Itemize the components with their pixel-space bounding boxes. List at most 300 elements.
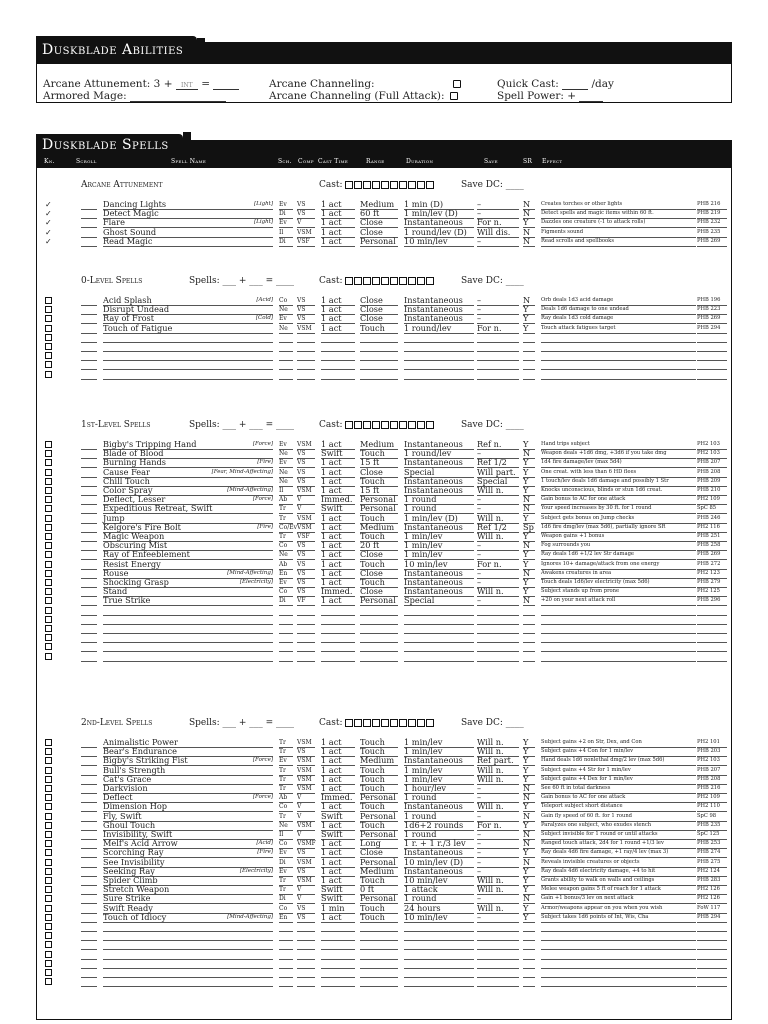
spell-cell-5: Touch (360, 324, 398, 334)
spell-cell-8: Y (523, 560, 535, 570)
spell-cell-3: VS (297, 569, 315, 579)
spell-cell-0: Ray of Frost (103, 314, 273, 324)
spell-cell-0: Stretch Weapon (103, 885, 273, 895)
spell-cell-4: 1 act (321, 237, 355, 247)
arcane-channeling-checkbox[interactable] (453, 80, 461, 88)
arcane-channeling-full-checkbox[interactable] (450, 92, 458, 100)
spell-cell-8: Y (523, 913, 535, 923)
spell-cell-3: VSM (297, 821, 315, 831)
spell-descriptor: [Fear, Mind-Affecting] (211, 468, 273, 475)
spell-cell-9: Ray deals 4d6 fire damage, +1 ray/4 lev (max 3) (541, 848, 696, 858)
spell-cell-8: N (523, 504, 535, 514)
spell-cell-10: PHB 208 (697, 468, 727, 478)
known-checkbox[interactable] (45, 325, 52, 332)
spell-cell-3: V (297, 495, 315, 505)
spell-cell-9: Ranged touch attack, 2d4 for 1 round +1/3 lev (541, 839, 696, 849)
spell-cell-9: 1d6 fire dmg/lev (max 5d6), partially ignore SR (541, 523, 696, 533)
cast-tracker[interactable]: Cast: (319, 420, 435, 430)
known-checkbox[interactable] (45, 616, 52, 623)
known-checkbox[interactable] (45, 643, 52, 650)
known-checkbox[interactable] (45, 343, 52, 350)
known-checkbox[interactable] (45, 803, 52, 810)
spell-cell-2: Ne (279, 477, 293, 487)
known-checkbox[interactable] (45, 588, 52, 595)
spell-cell-5: 15 ft (360, 458, 398, 468)
spells-per-day[interactable]: Spells: ___ + ___ = ____ (189, 718, 295, 728)
spell-cell-0: Fly, Swift (103, 812, 273, 822)
spell-cell-2: Ne (279, 324, 293, 334)
spell-cell-2: Tr (279, 784, 293, 794)
spells-per-day[interactable]: Spells: ___ + ___ = ____ (189, 420, 295, 430)
spell-cell-4: 1 act (321, 514, 355, 524)
spell-cell-10: PHB 196 (697, 296, 727, 306)
spell-cell-7: Will n. (477, 885, 519, 895)
spell-cell-6: 10 min/lev (404, 237, 474, 247)
known-checkbox[interactable] (45, 978, 52, 985)
spell-cell-8: Y (523, 802, 535, 812)
spell-cell-5: Medium (360, 867, 398, 877)
spell-cell-4: 1 act (321, 766, 355, 776)
spell-cell-10: PHB 208 (697, 775, 727, 785)
spell-cell-5: Long (360, 839, 398, 849)
cast-tracker[interactable]: Cast: (319, 180, 435, 190)
spell-cell-3: VSM (297, 738, 315, 748)
save-dc-field[interactable]: Save DC: ____ (461, 718, 524, 728)
spell-cell-8: Y (523, 766, 535, 776)
known-checkbox[interactable] (45, 951, 52, 958)
spell-cell-8: Y (523, 514, 535, 524)
known-checkbox[interactable] (45, 625, 52, 632)
spell-cell-9: Subject gains +4 Str for 1 min/lev (541, 766, 696, 776)
spell-descriptor: [Mind-Affecting] (227, 569, 273, 576)
spell-cell-5: 20 ft (360, 541, 398, 551)
known-checkbox[interactable] (45, 505, 52, 512)
spell-cell-5: Close (360, 228, 398, 238)
spell-row (37, 642, 733, 651)
spell-cell-10: PH2 103 (697, 756, 727, 766)
known-checkbox[interactable] (45, 634, 52, 641)
spell-cell-3: V (297, 894, 315, 904)
spell-cell-9 (541, 977, 696, 987)
abilities-panel (36, 64, 732, 103)
spell-cell-6: 10 min/lev (404, 913, 474, 923)
known-checkbox[interactable] (45, 352, 52, 359)
armored-mage-input[interactable] (130, 101, 226, 102)
spell-cell-7: – (477, 913, 519, 923)
spell-cell-4: 1 act (321, 468, 355, 478)
spell-cell-3: V (297, 504, 315, 514)
spell-row (37, 333, 733, 342)
spell-cell-7: – (477, 578, 519, 588)
spell-cell-0: Chill Touch (103, 477, 273, 487)
spell-row (37, 560, 733, 569)
known-checkbox[interactable] (45, 757, 52, 764)
known-check-icon: ✓ (45, 227, 52, 237)
spell-cell-5: Medium (360, 523, 398, 533)
spell-cell-10 (697, 652, 727, 662)
spell-cell-10: PHB 235 (697, 821, 727, 831)
spell-cell-5: Touch (360, 532, 398, 542)
known-checkbox[interactable] (45, 496, 52, 503)
spell-power-input[interactable] (579, 101, 603, 102)
spell-cell-4: 1 act (321, 550, 355, 560)
spell-cell-8: Y (523, 468, 535, 478)
spell-cell-9: Awakens creatures in area (541, 569, 696, 579)
known-checkbox[interactable] (45, 597, 52, 604)
known-checkbox[interactable] (45, 822, 52, 829)
spell-cell-10: PH2 125 (697, 587, 727, 597)
spell-cell-7: – (477, 839, 519, 849)
spell-row (37, 360, 733, 369)
column-header-3: Sch. (278, 158, 292, 165)
abilities-header-bar (36, 42, 732, 64)
spell-cell-5: Touch (360, 821, 398, 831)
spell-cell-10: PH2 103 (697, 440, 727, 450)
known-checkbox[interactable] (45, 524, 52, 531)
spell-cell-6: 1 round (404, 495, 474, 505)
spell-cell-9: Your speed increases by 30 ft. for 1 round (541, 504, 696, 514)
spell-cell-6 (404, 977, 474, 987)
spell-cell-8: N (523, 596, 535, 606)
scroll-count-input[interactable] (81, 977, 97, 987)
spell-cell-4: 1 act (321, 305, 355, 315)
spell-cell-5 (360, 977, 398, 987)
spell-cell-5: Touch (360, 775, 398, 785)
spell-cell-6: Instantaneous (404, 314, 474, 324)
known-checkbox[interactable] (45, 334, 52, 341)
spell-cell-3: VS (297, 296, 315, 306)
spell-cell-7: – (477, 541, 519, 551)
known-checkbox[interactable] (45, 371, 52, 378)
spell-cell-2: Co (279, 839, 293, 849)
spell-cell-0: Flare (103, 218, 273, 228)
spell-cell-7: Will dis. (477, 228, 519, 238)
spell-row (37, 931, 733, 940)
spell-cell-5: 60 ft (360, 209, 398, 219)
known-checkbox[interactable] (45, 297, 52, 304)
spell-cell-0: Bigby's Striking Fist (103, 756, 273, 766)
known-checkbox[interactable] (45, 748, 52, 755)
known-checkbox[interactable] (45, 459, 52, 466)
spell-cell-9: Figments sound (541, 228, 696, 238)
spell-cell-10: PHB 209 (697, 477, 727, 487)
spell-cell-10: PH2 116 (697, 523, 727, 533)
spell-cell-5: Medium (360, 440, 398, 450)
spell-cell-4: 1 act (321, 821, 355, 831)
spell-cell-0: Invisibility, Swift (103, 830, 273, 840)
spell-cell-7: – (477, 200, 519, 210)
spell-cell-0: Animalistic Power (103, 738, 273, 748)
known-checkbox[interactable] (45, 840, 52, 847)
spell-descriptor: [Mind-Affecting] (227, 487, 273, 493)
spell-row (37, 652, 733, 661)
spell-cell-5: Close (360, 848, 398, 858)
spell-cell-2 (279, 370, 293, 380)
known-checkbox[interactable] (45, 478, 52, 485)
spell-cell-10: PHB 232 (697, 218, 727, 228)
spell-cell-0: Acid Splash (103, 296, 273, 306)
int-input[interactable]: INT (176, 82, 198, 90)
spell-cell-2: Ne (279, 821, 293, 831)
spell-cell-7: – (477, 848, 519, 858)
spell-power-field: Spell Power: + (497, 90, 603, 102)
known-checkbox[interactable] (45, 361, 52, 368)
spell-row (37, 342, 733, 351)
known-checkbox[interactable] (45, 960, 52, 967)
spell-cell-6: Instantaneous (404, 802, 474, 812)
spell-cell-9: Melee weapon gains 5 ft of reach for 1 attack (541, 885, 696, 895)
known-checkbox[interactable] (45, 849, 52, 856)
known-checkbox[interactable] (45, 561, 52, 568)
spell-cell-0: Detect Magic (103, 209, 273, 219)
known-checkbox[interactable] (45, 653, 52, 660)
spell-cell-10: PH2 123 (697, 569, 727, 579)
spell-cell-6: 1 round (404, 504, 474, 514)
known-checkbox[interactable] (45, 570, 52, 577)
spell-row (37, 578, 733, 587)
spell-descriptor: [Cold] (255, 315, 273, 322)
spell-cell-9: Creates torches or other lights (541, 200, 696, 210)
known-checkbox[interactable] (45, 515, 52, 522)
known-checkbox[interactable] (45, 551, 52, 558)
known-checkbox[interactable] (45, 469, 52, 476)
spell-cell-10: PHB 294 (697, 913, 727, 923)
cast-tracker[interactable]: Cast: (319, 718, 435, 728)
spell-cell-9: Subject invisible for 1 round or until attacks (541, 830, 696, 840)
known-checkbox[interactable] (45, 441, 52, 448)
known-checkbox[interactable] (45, 868, 52, 875)
spell-cell-2: Ev (279, 458, 293, 468)
spell-cell-7: – (477, 550, 519, 560)
known-checkbox[interactable] (45, 450, 52, 457)
spell-cell-3: VS (297, 560, 315, 570)
spell-group-title: Arcane Attunement (81, 180, 163, 190)
spell-cell-5: Personal (360, 596, 398, 606)
known-checkbox[interactable] (45, 813, 52, 820)
spell-cell-2: Di (279, 894, 293, 904)
spell-cell-6: 1 min (D) (404, 200, 474, 210)
spell-cell-8: Y (523, 876, 535, 886)
spell-cell-6: 1 round (404, 793, 474, 803)
spell-row (37, 913, 733, 922)
column-header-2: Spell Name (171, 158, 207, 165)
armored-mage-field: Armored Mage: (43, 90, 226, 102)
spell-cell-4: 1 act (321, 784, 355, 794)
spell-cell-10: PH2 109 (697, 495, 727, 505)
spells-per-day[interactable]: Spells: ___ + ___ = ____ (189, 276, 295, 286)
spell-cell-0 (103, 652, 273, 662)
known-checkbox[interactable] (45, 969, 52, 976)
known-checkbox[interactable] (45, 767, 52, 774)
spell-cell-6: Instantaneous (404, 587, 474, 597)
spell-cell-5: Touch (360, 578, 398, 588)
spell-cell-4: 1 act (321, 324, 355, 334)
spell-row (37, 922, 733, 931)
spell-cell-4: 1 act (321, 747, 355, 757)
spell-cell-0: Melf's Acid Arrow (103, 839, 273, 849)
spell-cell-2: Di (279, 596, 293, 606)
save-dc-field[interactable]: Save DC: ____ (461, 276, 524, 286)
spell-cell-3 (297, 652, 315, 662)
spell-cell-9: Ray deals 1d3 cold damage (541, 314, 696, 324)
spell-cell-6: Instantaneous (404, 848, 474, 858)
spell-cell-6: 1 round (404, 812, 474, 822)
spell-cell-0 (103, 977, 273, 987)
spell-cell-10: PH2 103 (697, 449, 727, 459)
spell-cell-4: Swift (321, 894, 355, 904)
known-checkbox[interactable] (45, 923, 52, 930)
spell-row (37, 324, 733, 333)
spell-row (37, 504, 733, 513)
spell-row (37, 351, 733, 360)
spell-cell-2: Tr (279, 514, 293, 524)
spell-cell-7: Will n. (477, 904, 519, 914)
spell-cell-5: Close (360, 218, 398, 228)
known-checkbox[interactable] (45, 886, 52, 893)
spell-cell-10: PHB 207 (697, 766, 727, 776)
known-checkbox[interactable] (45, 895, 52, 902)
spell-cell-6: 1 min/lev (404, 747, 474, 757)
scroll-count-input[interactable] (81, 370, 97, 380)
known-checkbox[interactable] (45, 831, 52, 838)
spell-cell-2: Co (279, 587, 293, 597)
spell-cell-4: 1 act (321, 296, 355, 306)
spell-cell-8: Y (523, 848, 535, 858)
known-checkbox[interactable] (45, 579, 52, 586)
spell-cell-7: Ref n. (477, 440, 519, 450)
spell-cell-6: 1 min/lev (404, 550, 474, 560)
spell-cell-7: Will n. (477, 802, 519, 812)
known-checkbox[interactable] (45, 859, 52, 866)
spell-cell-2: Tr (279, 532, 293, 542)
spell-cell-4: 1 act (321, 756, 355, 766)
spell-cell-0: Stand (103, 587, 273, 597)
spell-cell-5: Close (360, 314, 398, 324)
known-checkbox[interactable] (45, 487, 52, 494)
spell-cell-3: VSM (297, 440, 315, 450)
known-checkbox[interactable] (45, 941, 52, 948)
spell-cell-3: V (297, 885, 315, 895)
spell-cell-5: Touch (360, 876, 398, 886)
known-checkbox[interactable] (45, 794, 52, 801)
spell-cell-8: Y (523, 587, 535, 597)
known-checkbox[interactable] (45, 785, 52, 792)
known-checkbox[interactable] (45, 739, 52, 746)
known-checkbox[interactable] (45, 533, 52, 540)
spell-cell-6: 1 min/lev (404, 766, 474, 776)
known-checkbox[interactable] (45, 932, 52, 939)
spell-cell-10 (697, 370, 727, 380)
spell-cell-2: Ne (279, 449, 293, 459)
spell-cell-0: Scorching Ray (103, 848, 273, 858)
spell-cell-2: Ev (279, 867, 293, 877)
spell-cell-7: – (477, 314, 519, 324)
known-checkbox[interactable] (45, 542, 52, 549)
spell-cell-2: Ev (279, 440, 293, 450)
spell-cell-0: Sure Strike (103, 894, 273, 904)
spell-cell-10: PHB 294 (697, 324, 727, 334)
spell-descriptor: [Force] (252, 757, 273, 764)
cast-tracker[interactable]: Cast: (319, 276, 435, 286)
spell-cell-6: Instantaneous (404, 305, 474, 315)
known-checkbox[interactable] (45, 877, 52, 884)
spell-cell-5: Personal (360, 812, 398, 822)
spell-cell-10: PHB 275 (697, 858, 727, 868)
save-dc-field[interactable]: Save DC: ____ (461, 420, 524, 430)
quick-cast-field: Quick Cast: /day (497, 78, 614, 90)
spell-cell-6: 1 round/lev (D) (404, 228, 474, 238)
spell-cell-10: PHB 223 (697, 305, 727, 315)
scroll-count-input[interactable] (81, 652, 97, 662)
spell-cell-2: En (279, 569, 293, 579)
spell-cell-3: V (297, 802, 315, 812)
known-checkbox[interactable] (45, 905, 52, 912)
spell-cell-2: Co (279, 904, 293, 914)
spell-cell-2 (279, 977, 293, 987)
spell-cell-7: For n. (477, 218, 519, 228)
column-header-5: Cast Time (318, 158, 349, 165)
spell-cell-2: Ev (279, 314, 293, 324)
spell-cell-10: PHB 279 (697, 578, 727, 588)
spell-group-title: 0-Level Spells (81, 276, 143, 286)
spell-cell-9: Gain bonus to AC for one attack (541, 793, 696, 803)
spell-cell-9: Touch attack fatigues target (541, 324, 696, 334)
spell-cell-8: Sp (523, 521, 534, 532)
spell-cell-10: PHB 251 (697, 532, 727, 542)
spell-row (37, 624, 733, 633)
spell-cell-5: Medium (360, 200, 398, 210)
spell-cell-10: PHB 210 (697, 486, 727, 496)
spell-cell-7: For n. (477, 821, 519, 831)
known-checkbox[interactable] (45, 914, 52, 921)
known-checkbox[interactable] (45, 306, 52, 313)
spell-cell-4: 1 act (321, 532, 355, 542)
spell-cell-7: – (477, 596, 519, 606)
spell-cell-4: 1 act (321, 486, 355, 496)
known-checkbox[interactable] (45, 315, 52, 322)
column-header-7: Duration (406, 158, 434, 165)
known-checkbox[interactable] (45, 776, 52, 783)
spell-cell-3: VS (297, 578, 315, 588)
spell-cell-8: N (523, 237, 535, 247)
spell-cell-2: Ev (279, 578, 293, 588)
spell-cell-2: Di (279, 209, 293, 219)
spell-cell-0: Resist Energy (103, 560, 273, 570)
spell-cell-7: – (477, 237, 519, 247)
spell-cell-9: 1 touch/lev deals 1d6 damage and possibly 1 Str (541, 477, 696, 487)
spell-group-title: 2nd-Level Spells (81, 718, 153, 728)
spell-descriptor: [Force] (252, 441, 273, 447)
known-checkbox[interactable] (45, 607, 52, 614)
scroll-count-input[interactable] (81, 237, 97, 247)
spell-cell-5: Touch (360, 477, 398, 487)
spell-cell-7: – (477, 305, 519, 315)
spell-cell-4: 1 act (321, 876, 355, 886)
save-dc-field[interactable]: Save DC: ____ (461, 180, 524, 190)
spell-cell-9: Orb deals 1d3 acid damage (541, 296, 696, 306)
arcane-attunement-field: Arcane Attunement: 3 + INT = (43, 78, 239, 90)
spell-cell-4: 1 act (321, 458, 355, 468)
spell-cell-5: Personal (360, 504, 398, 514)
spell-cell-10: SpC 125 (697, 830, 727, 840)
spell-row (37, 237, 733, 246)
spell-cell-2: Ab (279, 560, 293, 570)
spell-cell-9: Hand deals 1d6 nonlethal dmg/2 lev (max 5d6) (541, 756, 696, 766)
spell-cell-0: Magic Weapon (103, 532, 273, 542)
spell-row (37, 977, 733, 986)
spell-cell-3: VSM (297, 858, 315, 868)
spell-cell-3: VS (297, 209, 315, 219)
